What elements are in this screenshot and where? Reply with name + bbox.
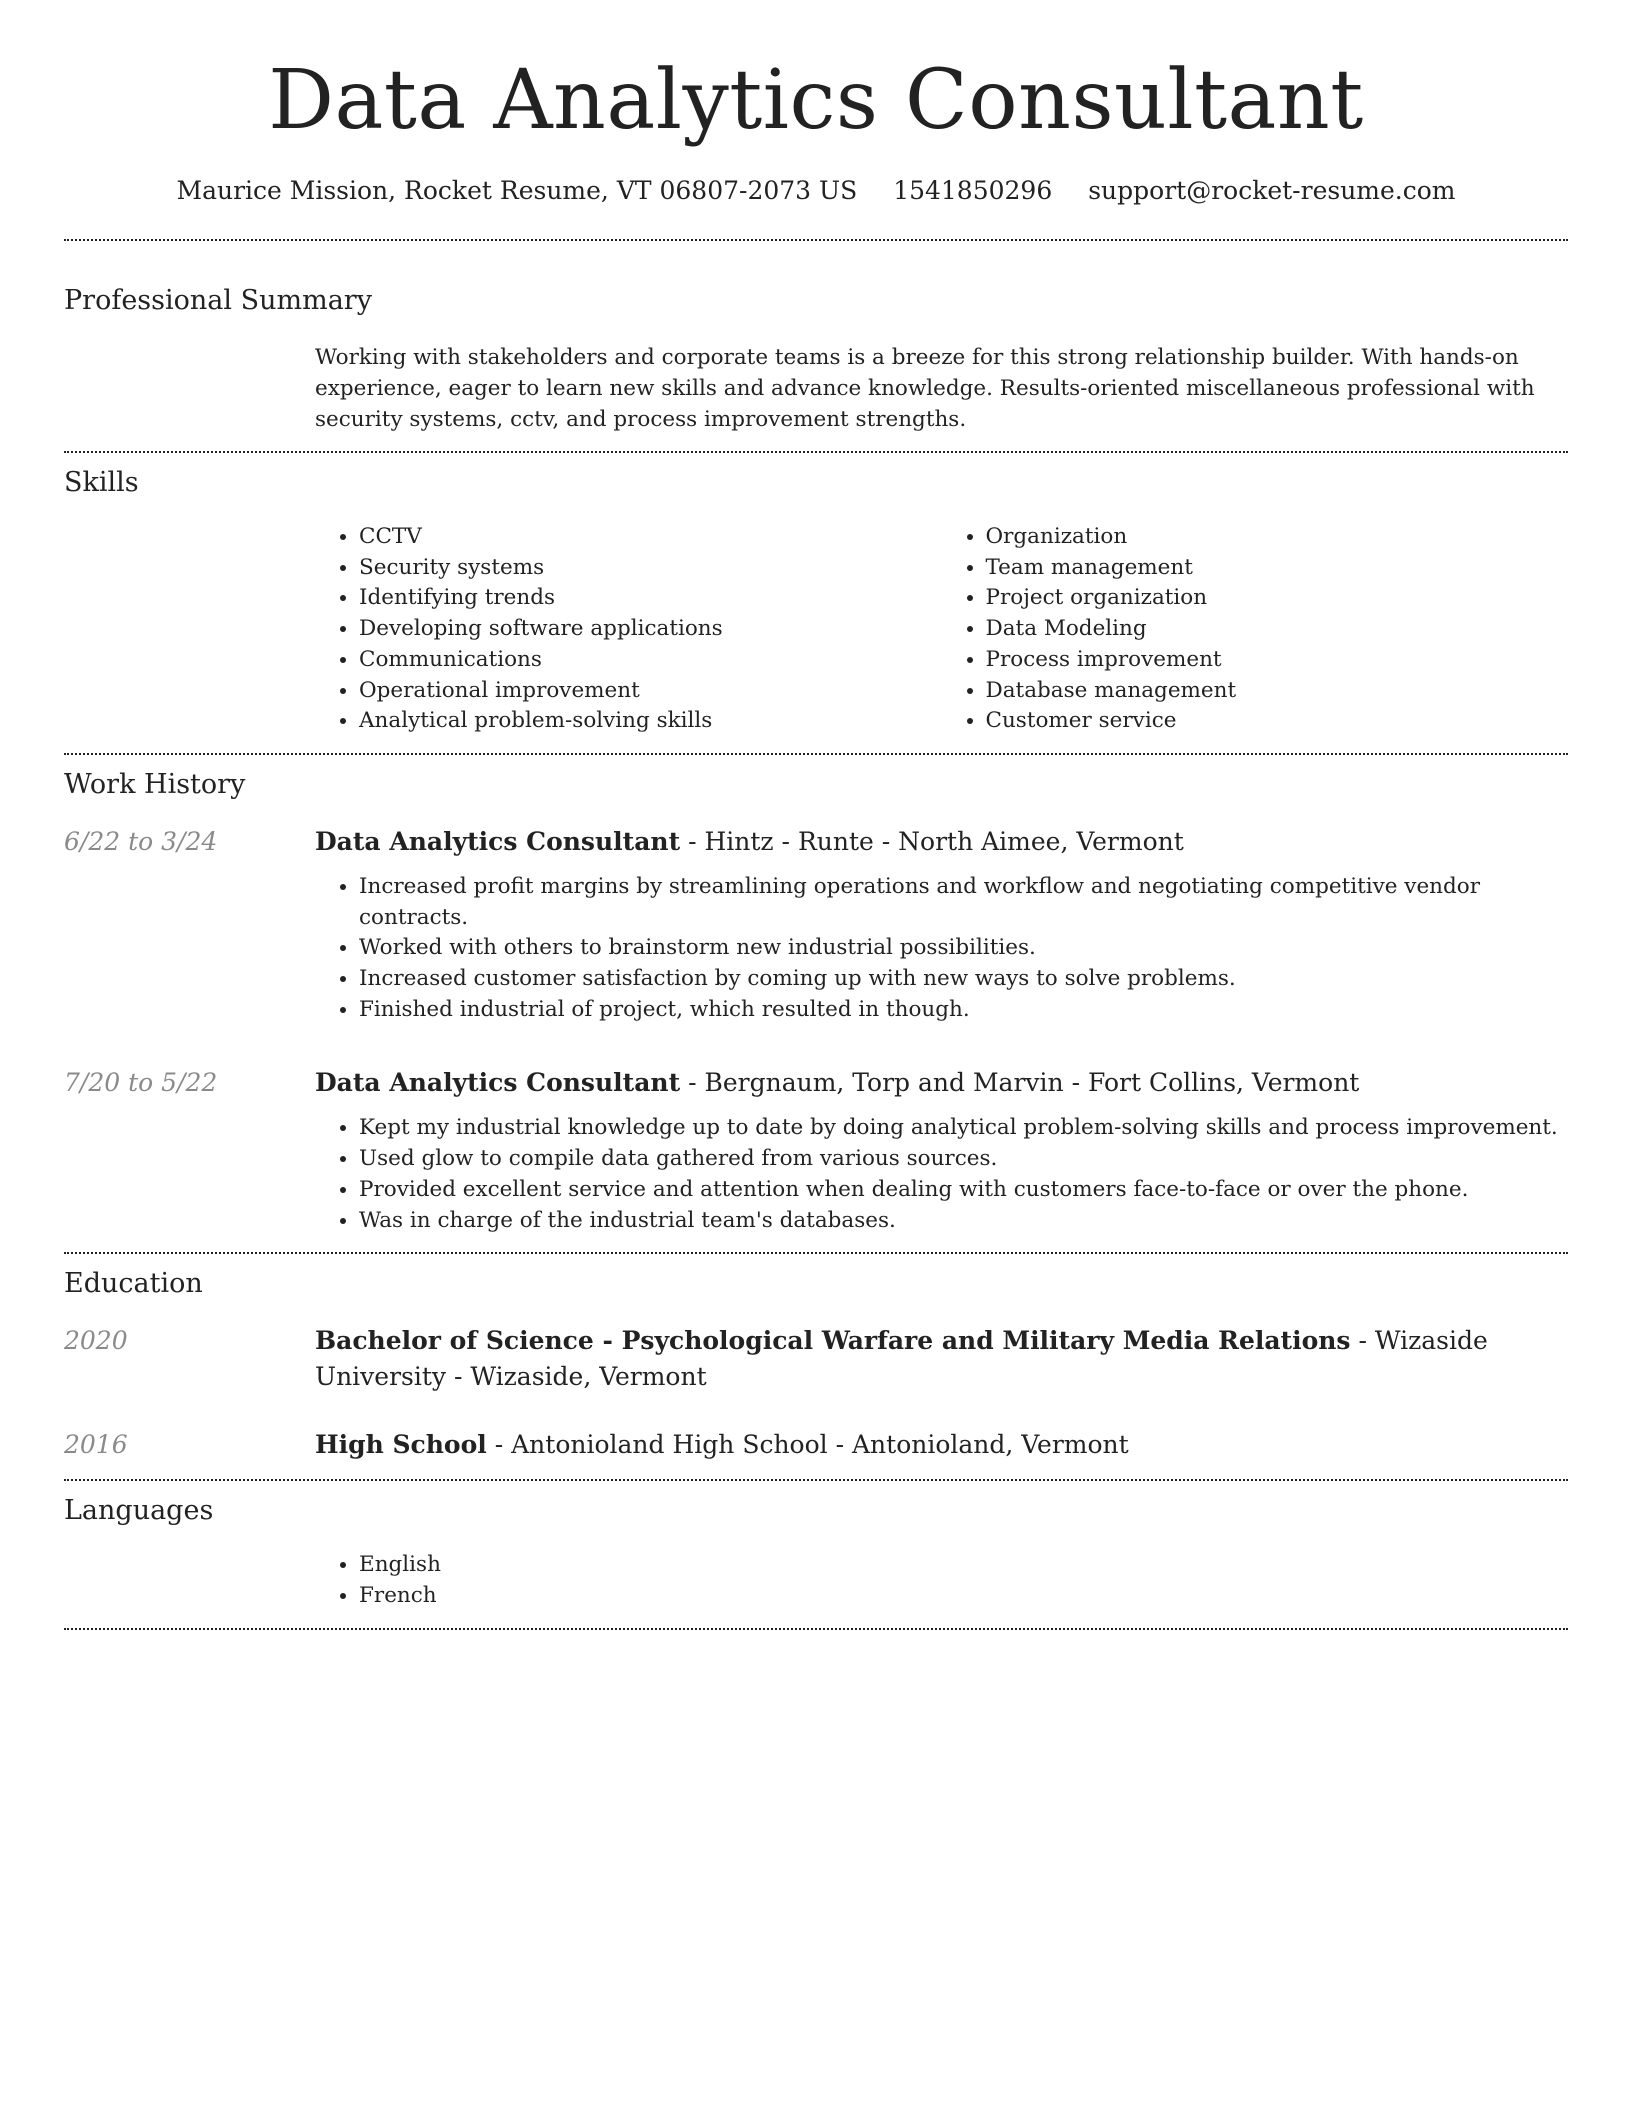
- education-school: - Antonioland High School - Antonioland, Vermont: [486, 1430, 1129, 1460]
- resume-name: Data Analytics Consultant: [268, 53, 1364, 148]
- summary-section: [64, 287, 1568, 435]
- languages-section: [64, 1497, 1568, 1611]
- list-item: • Organization: [986, 522, 1569, 553]
- address: Maurice Mission, Rocket Resume, VT 06807-2073 US: [176, 176, 858, 205]
- contact-line: [64, 176, 1568, 205]
- education-school: - Wizaside University - Wizaside, Vermont: [315, 1326, 1488, 1392]
- job-entry: [64, 824, 1568, 1026]
- list-item: • Customer service: [986, 706, 1569, 737]
- education-year: 2016: [64, 1430, 128, 1460]
- list-item: • Communications: [359, 645, 942, 676]
- job-employer: - Bergnaum, Torp and Marvin - Fort Collins, Vermont: [680, 1068, 1360, 1098]
- education-heading: [315, 1427, 1568, 1463]
- education-entry: [64, 1323, 1568, 1395]
- list-item: • Provided excellent service and attention when dealing with customers face-to-face or over the phone.: [359, 1175, 1568, 1206]
- job-heading: [315, 1065, 1568, 1101]
- education-degree: Bachelor of Science - Psychological Warfare and Military Media Relations: [315, 1326, 1351, 1356]
- languages-list: [315, 1550, 1568, 1611]
- list-item: • Worked with others to brainstorm new industrial possibilities.: [359, 933, 1568, 964]
- job-role: Data Analytics Consultant: [315, 1068, 681, 1098]
- list-item: • Data Modeling: [986, 614, 1569, 645]
- list-item: • Database management: [986, 676, 1569, 707]
- list-item: • Increased customer satisfaction by coming up with new ways to solve problems.: [359, 964, 1568, 995]
- divider: [64, 1479, 1568, 1481]
- section-title-education: Education: [64, 1268, 203, 1300]
- skills-list-left: [315, 522, 942, 737]
- list-item: • Project organization: [986, 583, 1569, 614]
- job-dates: 6/22 to 3/24: [64, 826, 218, 856]
- list-item: • CCTV: [359, 522, 942, 553]
- job-bullets: [315, 872, 1568, 1026]
- list-item: • Operational improvement: [359, 676, 942, 707]
- section-title-work: Work History: [64, 768, 246, 800]
- divider: [64, 1628, 1568, 1630]
- list-item: • Kept my industrial knowledge up to date by doing analytical problem-solving skills and process improvement.: [359, 1113, 1568, 1144]
- list-item: • Finished industrial of project, which resulted in though.: [359, 995, 1568, 1026]
- list-item: • English: [359, 1550, 1568, 1581]
- summary-text: Working with stakeholders and corporate teams is a breeze for this strong relationship builder. With hands-on experience, eager to learn new skills and advance knowledge. Results-oriented miscellaneous professional with security systems, cctv, and process improvement strengths.: [315, 345, 1535, 432]
- skills-columns: [315, 522, 1568, 737]
- section-title-languages: Languages: [64, 1495, 214, 1527]
- list-item: • Identifying trends: [359, 583, 942, 614]
- list-item: • Was in charge of the industrial team's databases.: [359, 1206, 1568, 1237]
- education-year: 2020: [64, 1326, 128, 1356]
- list-item: • Used glow to compile data gathered from various sources.: [359, 1144, 1568, 1175]
- job-body: [315, 1065, 1568, 1236]
- divider: [64, 753, 1568, 755]
- job-body: [315, 824, 1568, 1026]
- education-heading: [315, 1323, 1568, 1395]
- education-entry: [64, 1427, 1568, 1463]
- phone: 1541850296: [893, 176, 1053, 205]
- job-dates: 7/20 to 5/22: [64, 1068, 218, 1098]
- divider: [64, 239, 1568, 241]
- job-employer: - Hintz - Runte - North Aimee, Vermont: [680, 826, 1184, 856]
- skills-list-right: [942, 522, 1569, 737]
- job-role: Data Analytics Consultant: [315, 826, 681, 856]
- education-degree: High School: [315, 1430, 487, 1460]
- section-title-summary: Professional Summary: [64, 285, 372, 316]
- list-item: • Analytical problem-solving skills: [359, 706, 942, 737]
- job-heading: [315, 824, 1568, 860]
- education-body: [315, 1427, 1568, 1463]
- divider: [64, 1252, 1568, 1254]
- email-link[interactable]: support@rocket-resume.com: [1088, 176, 1456, 205]
- divider: [64, 451, 1568, 453]
- languages-list-wrap: [315, 1550, 1568, 1611]
- education-section: [64, 1270, 1568, 1463]
- education-body: [315, 1323, 1568, 1395]
- list-item: • French: [359, 1581, 1568, 1612]
- section-title-skills: Skills: [64, 467, 139, 498]
- list-item: • Team management: [986, 553, 1569, 584]
- job-entry: [64, 1065, 1568, 1236]
- skills-section: [64, 469, 1568, 737]
- work-section: [64, 768, 1568, 1236]
- job-bullets: [315, 1113, 1568, 1236]
- list-item: • Increased profit margins by streamlining operations and workflow and negotiating competitive vendor contracts.: [359, 872, 1568, 933]
- list-item: • Process improvement: [986, 645, 1569, 676]
- list-item: • Security systems: [359, 553, 942, 584]
- list-item: • Developing software applications: [359, 614, 942, 645]
